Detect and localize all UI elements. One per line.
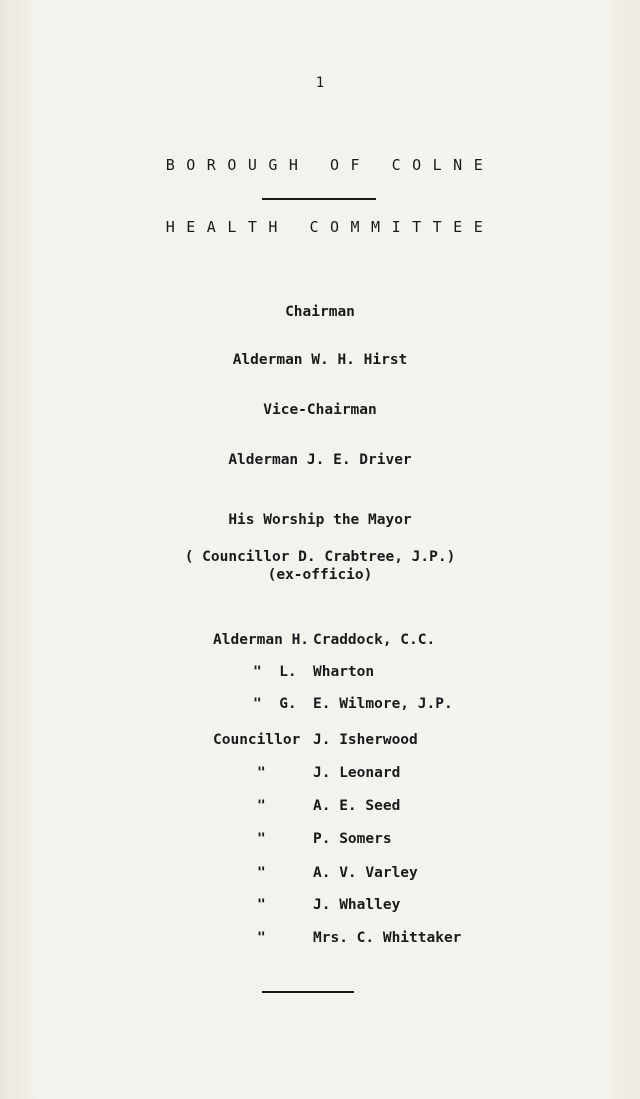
- member-title: " G.: [253, 696, 297, 712]
- member-name: J. Leonard: [313, 765, 401, 781]
- mayor-title: His Worship the Mayor: [228, 512, 412, 528]
- member-title: ": [257, 930, 266, 946]
- vice-chairman-name: Alderman J. E. Driver: [228, 452, 412, 468]
- member-name: E. Wilmore, J.P.: [313, 696, 453, 712]
- member-name: Mrs. C. Whittaker: [313, 930, 462, 946]
- footer-divider: [262, 991, 354, 993]
- member-title: ": [257, 831, 266, 847]
- member-name: P. Somers: [313, 831, 392, 847]
- member-name: J. Whalley: [313, 897, 401, 913]
- member-title: ": [257, 765, 266, 781]
- page-number: 1: [315, 75, 325, 91]
- mayor-name: ( Councillor D. Crabtree, J.P.): [184, 549, 456, 565]
- member-title: Alderman H.: [213, 632, 310, 648]
- committee-heading: HEALTH COMMITTEE: [165, 218, 495, 236]
- member-name: A. E. Seed: [313, 798, 401, 814]
- member-title: ": [257, 897, 266, 913]
- member-name: Wharton: [313, 664, 375, 680]
- member-name: Craddock, C.C.: [313, 632, 436, 648]
- vice-chairman-title: Vice-Chairman: [263, 402, 377, 418]
- member-title: Councillor: [213, 732, 301, 748]
- member-title: " L.: [253, 664, 297, 680]
- member-name: A. V. Varley: [313, 865, 418, 881]
- member-title: ": [257, 798, 266, 814]
- member-title: ": [257, 865, 266, 881]
- member-name: J. Isherwood: [313, 732, 418, 748]
- chairman-title: Chairman: [285, 304, 355, 320]
- heading-divider: [262, 198, 376, 200]
- mayor-note: (ex-officio): [267, 567, 373, 583]
- borough-heading: BOROUGH OF COLNE: [165, 156, 495, 174]
- chairman-name: Alderman W. H. Hirst: [232, 352, 408, 368]
